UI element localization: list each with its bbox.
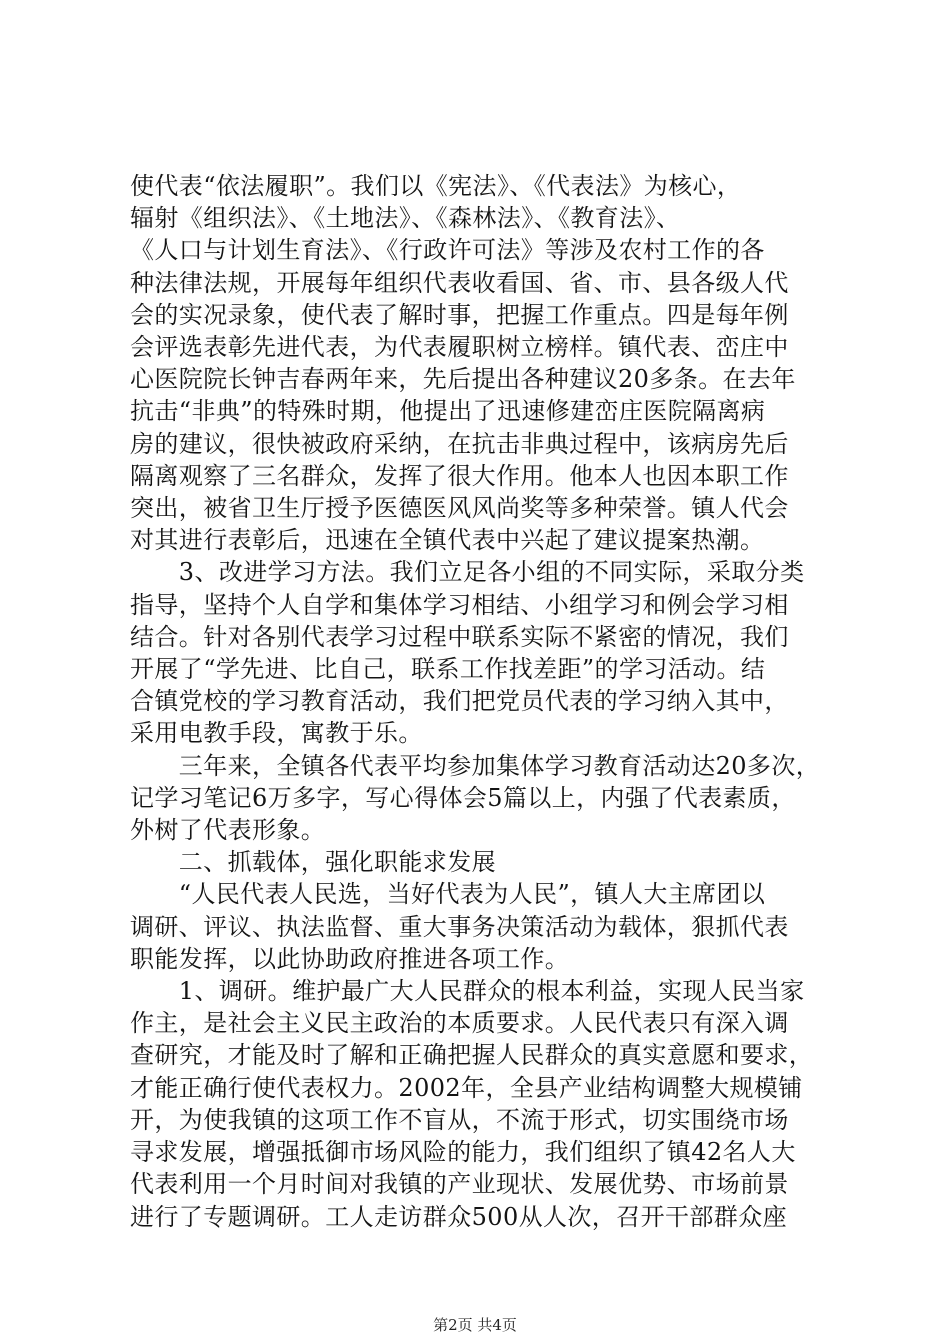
text-line: 代表利用一个月时间对我镇的产业现状、发展优势、市场前景 bbox=[130, 1170, 789, 1199]
text-line: 作主，是社会主义民主政治的本质要求。人民代表只有深入调 bbox=[130, 1009, 789, 1038]
text-line: 会评选表彰先进代表，为代表履职树立榜样。镇代表、峦庄中 bbox=[130, 333, 789, 362]
body-text bbox=[130, 170, 830, 1233]
text-line: 记学习笔记6万多字，写心得体会5篇以上，内强了代表素质， bbox=[130, 783, 796, 812]
text-line: 辐射《组织法》、《土地法》、《森林法》、《教育法》、 bbox=[130, 204, 681, 233]
text-line: “人民代表人民选，当好代表为人民”，镇人大主席团以 bbox=[130, 880, 766, 909]
text-line: 指导，坚持个人自学和集体学习相结、小组学习和例会学习相 bbox=[130, 590, 789, 619]
text-line: 开展了“学先进、比自己，联系工作找差距”的学习活动。结 bbox=[130, 655, 766, 684]
text-line: 1、调研。维护最广大人民群众的根本利益，实现人民当家 bbox=[130, 977, 805, 1006]
text-line: 种法律法规，开展每年组织代表收看国、省、市、县各级人代 bbox=[130, 268, 789, 297]
text-line: 隔离观察了三名群众，发挥了很大作用。他本人也因本职工作 bbox=[130, 461, 789, 490]
text-line: 进行了专题调研。工人走访群众500从人次，召开干部群众座 bbox=[130, 1202, 788, 1231]
text-line: 职能发挥，以此协助政府推进各项工作。 bbox=[130, 944, 570, 973]
text-line: 结合。针对各别代表学习过程中联系实际不紧密的情况，我们 bbox=[130, 622, 789, 651]
text-line: 三年来，全镇各代表平均参加集体学习教育活动达20多次， bbox=[130, 751, 821, 780]
text-line: 3、改进学习方法。我们立足各小组的不同实际，采取分类 bbox=[130, 558, 805, 587]
text-line: 突出，被省卫生厅授予医德医风风尚奖等多种荣誉。镇人代会 bbox=[130, 494, 789, 523]
text-line: 抗击“非典”的特殊时期，他提出了迅速修建峦庄医院隔离病 bbox=[130, 397, 766, 426]
page-footer: 第2页 共4页 bbox=[433, 1316, 517, 1334]
text-line: 采用电教手段，寓教于乐。 bbox=[130, 719, 423, 748]
text-line: 合镇党校的学习教育活动，我们把党员代表的学习纳入其中， bbox=[130, 687, 789, 716]
text-line: 开，为使我镇的这项工作不盲从，不流于形式，切实围绕市场 bbox=[130, 1105, 789, 1134]
text-line: 会的实况录象，使代表了解时事，把握工作重点。四是每年例 bbox=[130, 300, 789, 329]
text-line: 使代表“依法履职”。我们以《宪法》、《代表法》为核心， bbox=[130, 172, 742, 200]
text-line: 对其进行表彰后，迅速在全镇代表中兴起了建议提案热潮。 bbox=[130, 526, 765, 555]
text-line: 外树了代表形象。 bbox=[130, 816, 326, 845]
text-line: 查研究，才能及时了解和正确把握人民群众的真实意愿和要求， bbox=[130, 1041, 814, 1070]
text-line: 才能正确行使代表权力。2002年，全县产业结构调整大规模铺 bbox=[130, 1073, 803, 1102]
text-line: 寻求发展，增强抵御市场风险的能力，我们组织了镇42名人大 bbox=[130, 1138, 796, 1167]
text-line: 《人口与计划生育法》、《行政许可法》等涉及农村工作的各 bbox=[130, 236, 765, 265]
text-line: 调研、评议、执法监督、重大事务决策活动为载体，狠抓代表 bbox=[130, 912, 789, 941]
text-line: 房的建议，很快被政府采纳，在抗击非典过程中，该病房先后 bbox=[130, 429, 789, 458]
text-line: 二、抓载体，强化职能求发展 bbox=[130, 848, 496, 877]
text-line: 心医院院长钟吉春两年来，先后提出各种建议20多条。在去年 bbox=[130, 365, 796, 394]
